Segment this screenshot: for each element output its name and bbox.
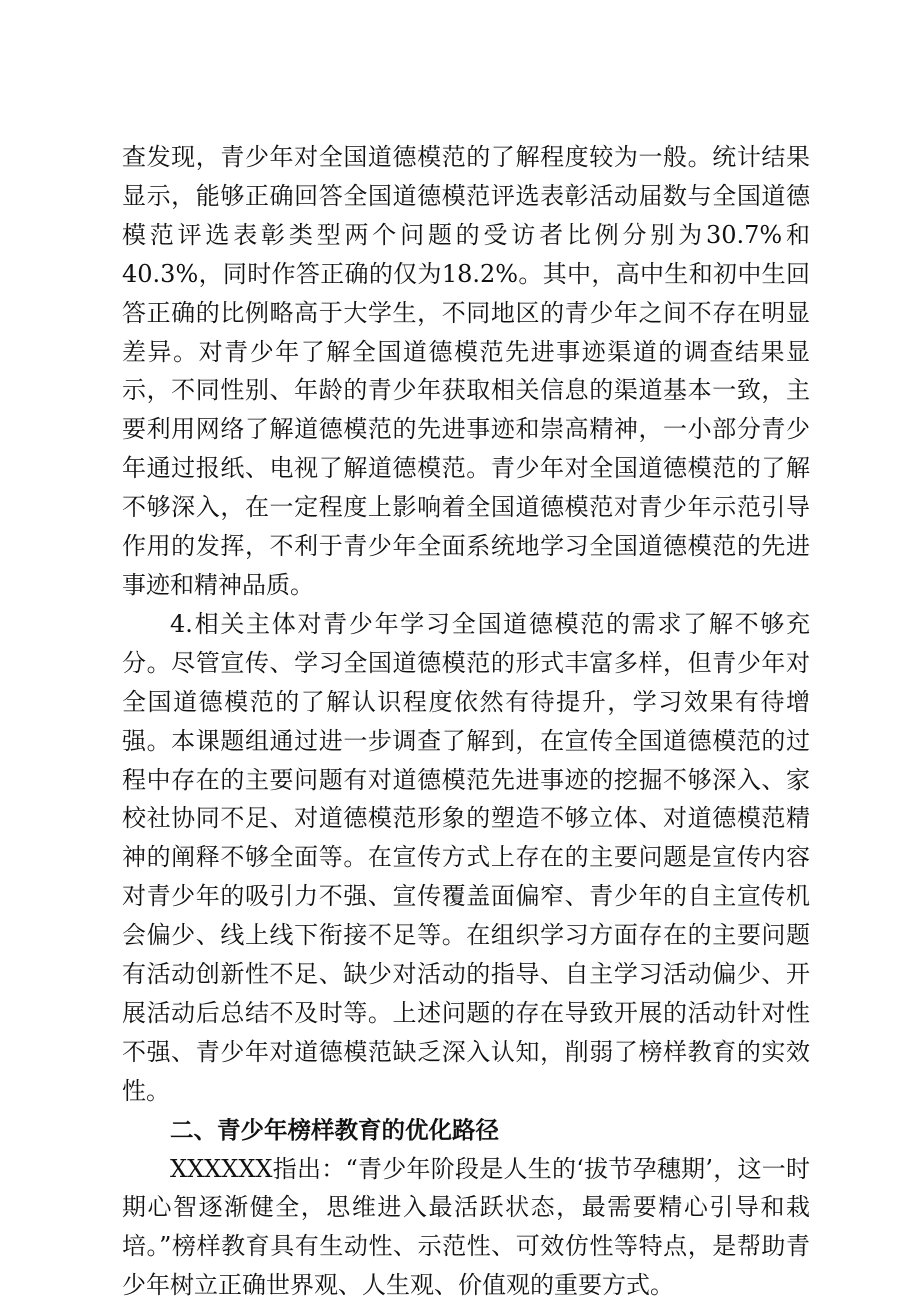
document-page bbox=[122, 138, 810, 1305]
body-paragraph-survey-results: 查发现，青少年对全国道德模范的了解程度较为一般。统计结果显示，能够正确回答全国道德模范评选表彰活动届数与全国道德模范评选表彰类型两个问题的受访者比例分别为30.7%和40.3%，同时作答正确的仅为18.2%。其中，高中生和初中生回答正确的比例略高于大学生，不同地区的青少年之间不存在明显差异。对青少年了解全国道德模范先进事迹渠道的调查结果显示，不同性别、年龄的青少年获取相关信息的渠道基本一致，主要利用网络了解道德模范的先进事迹和崇高精神，一小部分青少年通过报纸、电视了解道德模范。青少年对全国道德模范的了解不够深入，在一定程度上影响着全国道德模范对青少年示范引导作用的发挥，不利于青少年全面系统地学习全国道德模范的先进事迹和精神品质。 bbox=[122, 143, 810, 599]
body-paragraph-demand-understanding: 4.相关主体对青少年学习全国道德模范的需求了解不够充分。尽管宣传、学习全国道德模范的形式丰富多样，但青少年对全国道德模范的了解认识程度依然有待提升，学习效果有待增强。本课题组通过进一步调查了解到，在宣传全国道德模范的过程中存在的主要问题有对道德模范先进事迹的挖掘不够深入、家校社协同不足、对道德模范形象的塑造不够立体、对道德模范精神的阐释不够全面等。在宣传方式上存在的主要问题是宣传内容对青少年的吸引力不强、宣传覆盖面偏窄、青少年的自主宣传机会偏少、线上线下衔接不足等。在组织学习方面存在的主要问题有活动创新性不足、缺少对活动的指导、自主学习活动偏少、开展活动后总结不及时等。上述问题的存在导致开展的活动针对性不强、青少年对道德模范缺乏深入认知，削弱了榜样教育的实效性。 bbox=[122, 609, 810, 1105]
section-heading: 二、青少年榜样教育的优化路径 bbox=[170, 1115, 499, 1144]
body-paragraph-quote: XXXXXX指出：“青少年阶段是人生的‘拔节孕穗期’，这一时期心智逐渐健全，思维进入最活跃状态，最需要精心引导和栽培。”榜样教育具有生动性、示范性、可效仿性等特点，是帮助青少年树立正确世界观、人生观、价值观的重要方式。 bbox=[122, 1154, 810, 1300]
